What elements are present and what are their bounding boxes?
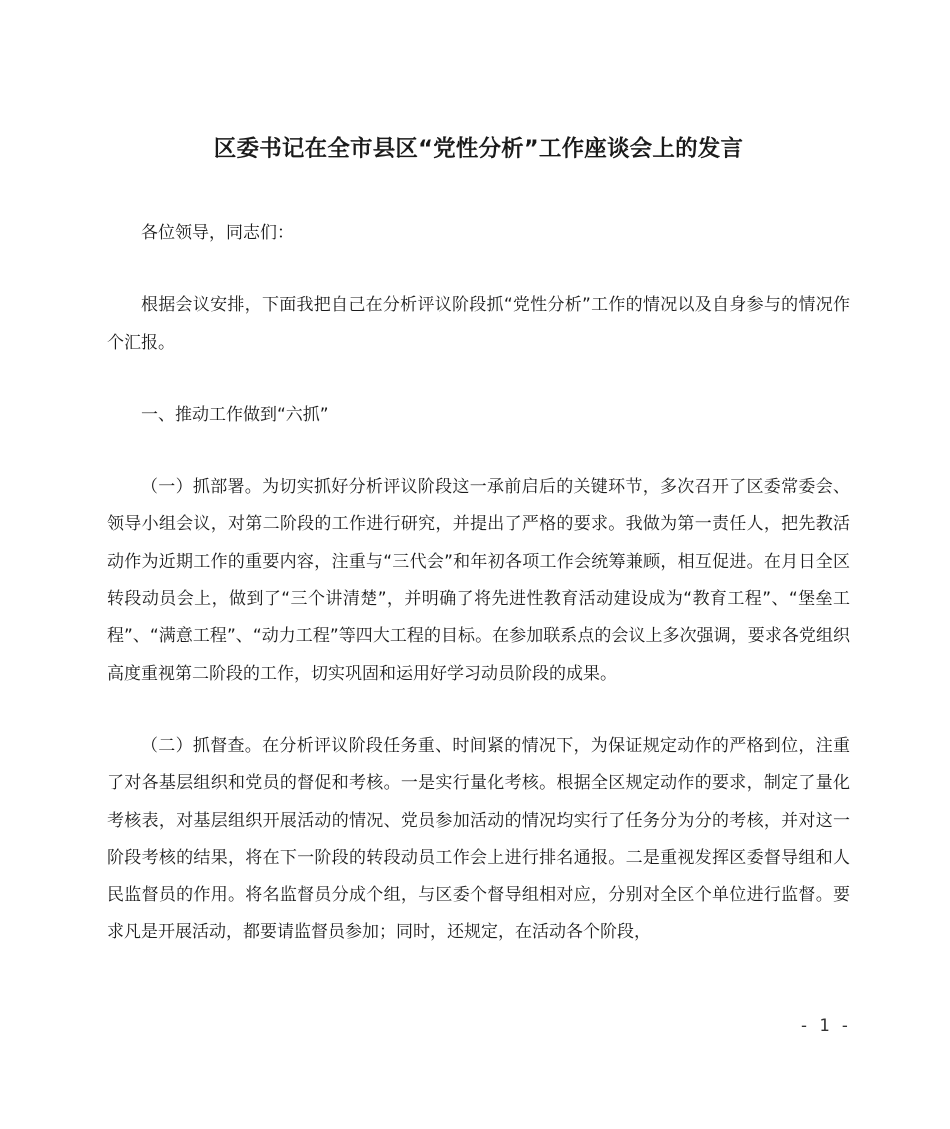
paragraph-deployment: （一）抓部署。为切实抓好分析评议阶段这一承前启后的关键环节，多次召开了区委常委会、领导小组会议，对第二阶段的工作进行研究，并提出了严格的要求。我做为第一责任人，把先教活动作为近期工作的重要内容，注重与“三代会”和年初各项工作会统筹兼顾，相互促进。在月日全区转段动员会上，做到了“三个讲清楚”，并明确了将先进性教育活动建设成为“教育工程”、“堡垒工程”、“满意工程”、“动力工程”等四大工程的目标。在参加联系点的会议上多次强调，要求各党组织高度重视第二阶段的工作，切实巩固和运用好学习动员阶段的成果。 bbox=[107, 477, 850, 684]
salutation: 各位领导，同志们： bbox=[141, 223, 294, 243]
paragraph-supervision: （二）抓督查。在分析评议阶段任务重、时间紧的情况下，为保证规定动作的严格到位，注重了对各基层组织和党员的督促和考核。一是实行量化考核。根据全区规定动作的要求，制定了量化考核表，对基层组织开展活动的情况、党员参加活动的情况均实行了任务分为分的考核，并对这一阶段考核的结果，将在下一阶段的转段动员工作会上进行排名通报。二是重视发挥区委督导组和人民监督员的作用。将名监督员分成个组，与区委个督导组相对应，分别对全区个单位进行监督。要求凡是开展活动，都要请监督员参加；同时，还规定，在活动各个阶段， bbox=[107, 735, 850, 943]
paragraph-gap bbox=[107, 693, 850, 728]
document-title: 区委书记在全市县区“党性分析”工作座谈会上的发言 bbox=[213, 136, 744, 162]
paragraph-gap bbox=[107, 434, 850, 469]
paragraph-gap bbox=[107, 362, 850, 397]
paragraph-intro: 根据会议安排，下面我把自己在分析评议阶段抓“党性分析”工作的情况以及自身参与的情况作个汇报。 bbox=[107, 295, 850, 353]
paragraph-gap bbox=[107, 252, 850, 287]
page-number: - 1 - bbox=[798, 1016, 850, 1036]
document-body bbox=[107, 215, 850, 952]
section-heading: 一、推动工作做到“六抓” bbox=[141, 404, 329, 425]
